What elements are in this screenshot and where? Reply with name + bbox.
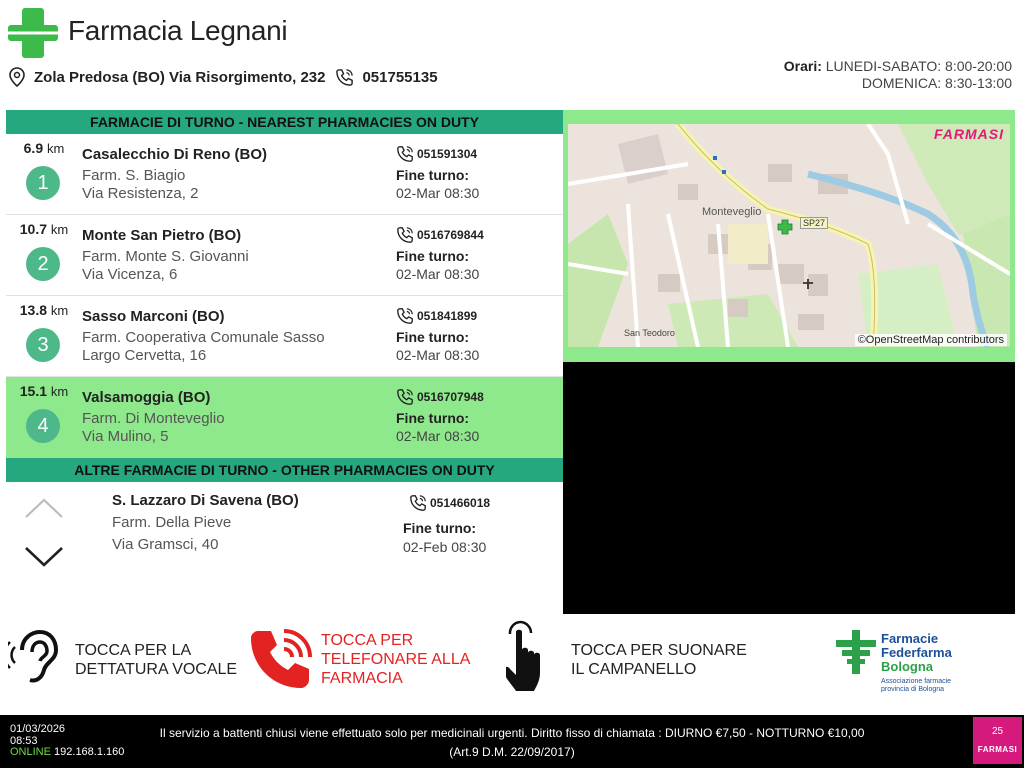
scroll-down-icon[interactable] [24,544,64,573]
location-pin-icon [8,67,26,87]
hours-label: Orari: [783,58,822,74]
online-status: ONLINE [10,746,51,758]
footer-bar [0,715,1024,768]
pharmacy-city: Monte San Pietro (BO) [82,227,242,244]
federfarma-subtitle: Associazione farmacie provincia di Bologna [881,678,952,693]
current-time: 08:53 [10,735,38,747]
shift-end-label: Fine turno: [396,410,470,426]
distance: 13.8 km [19,302,69,318]
map-road-label: SP27 [800,217,828,229]
pharmacy-street: Via Vicenza, 6 [82,266,178,283]
other-heading: ALTRE FARMACIE DI TURNO - OTHER PHARMACIES ON DUTY [6,458,563,482]
rank-badge: 1 [26,166,60,200]
pharmacy-phone[interactable]: 051755135 [362,68,438,86]
shift-end-value: 02-Mar 08:30 [396,185,480,201]
ring-bell-button[interactable]: TOCCA PER SUONARE IL CAMPANELLO [571,642,747,678]
pharmacy-address: Zola Predosa (BO) Via Risorgimento, 232 [34,68,326,86]
shift-end-label: Fine turno: [396,248,470,264]
video-panel [563,362,1015,614]
pharmacy-name: Farm. Monte S. Giovanni [82,248,249,265]
pharmacy-phone-number[interactable]: 051591304 [396,145,477,163]
pharmacy-title: Farmacia Legnani [68,15,288,46]
map-town-label: Monteveglio [702,206,762,218]
rank-badge: 3 [26,328,60,362]
pharmacy-name: Farm. Di Monteveglio [82,410,225,427]
pharmacy-street: Largo Cervetta, 16 [82,347,207,364]
night-service-notice: Il servizio a battenti chiusi viene effettuato solo per medicinali urgenti. Diritto fisso di chiamata : DIURNO €7,50 - NOTTURNO €10,00 (Art.9 D.M. 22/09/2017) [159,726,865,759]
pharmacy-name: Farm. Cooperativa Comunale Sasso [82,329,325,346]
badge-number: 25 [991,726,1004,737]
phone-icon [409,494,427,512]
shift-end-value: 02-Mar 08:30 [396,266,480,282]
distance: 15.1 km [19,383,69,399]
hours-weekdays: LUNEDI-SABATO: 8:00-20:00 [825,58,1012,74]
pharmacy-street: Via Resistenza, 2 [82,185,199,202]
pharmacy-row[interactable] [6,215,563,296]
pharmacy-city: Sasso Marconi (BO) [82,308,225,325]
distance: 6.9 km [23,140,65,156]
phone-icon [396,307,414,325]
distance: 10.7 km [19,221,69,237]
rank-badge: 4 [26,409,60,443]
pharmacy-city: S. Lazzaro Di Savena (BO) [112,492,299,509]
pharmacy-city: Valsamoggia (BO) [82,389,211,406]
phone-icon [396,145,414,163]
opening-hours [784,58,1012,92]
pharmacy-city: Casalecchio Di Reno (BO) [82,146,268,163]
call-icon[interactable] [248,625,316,698]
address-row [8,66,438,88]
phone-icon [335,68,354,87]
shift-end-value: 02-Mar 08:30 [396,347,480,363]
ip-address: 192.168.1.160 [54,746,125,758]
network-status [10,746,124,758]
date-time [10,723,65,747]
badge-text: FARMASI [977,745,1018,754]
map-place-label: San Teodoro [624,328,675,338]
map-graphic [568,124,1010,347]
pharmacy-phone-number[interactable]: 0516707948 [396,388,484,406]
touch-hand-icon[interactable] [506,620,562,703]
pharmacy-phone-number[interactable]: 051466018 [409,494,490,512]
hours-sunday: DOMENICA: 8:30-13:00 [861,75,1012,91]
phone-icon [396,226,414,244]
federfarma-cross-icon [836,630,876,679]
pharmacy-cross-logo [6,6,60,60]
ear-icon[interactable] [8,628,66,691]
rank-badge: 2 [26,247,60,281]
pharmacy-name: Farm. S. Biagio [82,167,186,184]
federfarma-logo-text: Farmacie Federfarma Bologna [881,631,952,674]
shift-end-value: 02-Feb 08:30 [403,539,487,555]
pharmacy-phone-number[interactable]: 051841899 [396,307,477,325]
shift-end-label: Fine turno: [396,167,470,183]
other-pharmacy [6,482,563,617]
shift-end-value: 02-Mar 08:30 [396,428,480,444]
current-date: 01/03/2026 [10,723,66,735]
pharmacy-name: Farm. Della Pieve [112,514,232,531]
scroll-up-icon[interactable] [24,496,64,525]
pharmacy-phone-number[interactable]: 0516769844 [396,226,484,244]
pharmacy-list [6,110,563,617]
pharmacy-row[interactable] [6,296,563,377]
pharmacy-street: Via Mulino, 5 [82,428,169,445]
shift-end-label: Fine turno: [403,520,477,536]
farmasi-badge [973,717,1022,764]
pharmacy-row-selected[interactable] [6,377,563,458]
map[interactable] [568,124,1010,347]
nearest-heading: FARMACIE DI TURNO - NEAREST PHARMACIES ON DUTY [6,110,563,134]
pharmacy-street: Via Gramsci, 40 [112,536,219,553]
shift-end-label: Fine turno: [396,329,470,345]
pharmacy-row[interactable] [6,134,563,215]
farmasi-brand: FARMASI [934,126,1004,142]
map-attribution[interactable]: ©OpenStreetMap contributors [855,334,1007,346]
phone-icon [396,388,414,406]
call-pharmacy-button[interactable]: TOCCA PER TELEFONARE ALLA FARMACIA [321,632,471,687]
voice-dictation-button[interactable]: TOCCA PER LA DETTATURA VOCALE [75,642,238,678]
